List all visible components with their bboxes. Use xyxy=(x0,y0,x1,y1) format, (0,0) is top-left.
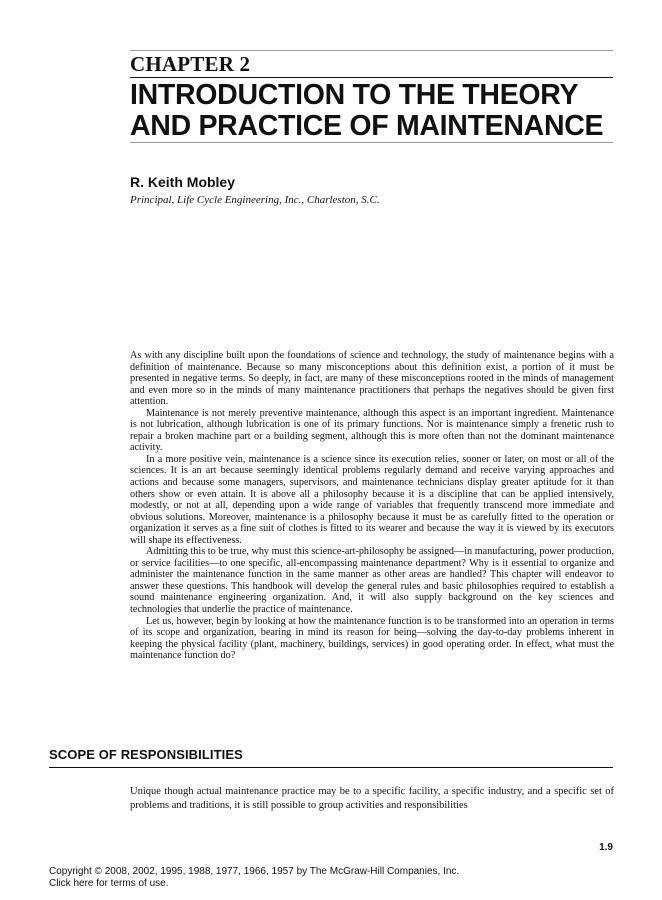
copyright-notice: Copyright © 2008, 2002, 1995, 1988, 1977, 1966, 1957 by The McGraw-Hill Companies, Inc. xyxy=(49,866,460,877)
body-paragraph-3: In a more positive vein, maintenance is a science since its execution relies, sooner or later, on most or all of the sciences. It is an art because seemingly identical problems regularly demand and receive varying approaches and actions and because some managers, supervisors, and maintenance technicians display greater aptitude for it than others show or even attain. It is above all a philosophy because it is a discipline that can be applied intensively, modestly, or not at all, depending upon a wide range of variables that frequently transcend more immediate and obvious solutions. Moreover, maintenance is a philosophy because it must be as carefully fitted to the operation or organization it serves as a fine suit of clothes is fitted to its wearer and because the way it is viewed by its executors will shape its effectiveness. xyxy=(130,453,614,546)
section-heading: SCOPE OF RESPONSIBILITIES xyxy=(49,747,243,762)
terms-of-use-link[interactable]: Click here for terms of use. xyxy=(49,878,169,889)
chapter-title xyxy=(130,80,630,142)
body-text xyxy=(130,350,614,662)
page-number: 1.9 xyxy=(599,842,613,853)
top-divider xyxy=(130,50,613,51)
chapter-title-line-1: INTRODUCTION TO THE THEORY xyxy=(130,79,579,111)
title-divider xyxy=(130,142,613,143)
author-affiliation: Principal, Life Cycle Engineering, Inc., Charleston, S.C. xyxy=(130,194,380,206)
chapter-divider xyxy=(130,77,613,78)
body-paragraph-1: As with any discipline built upon the foundations of science and technology, the study of maintenance begins with a definition of maintenance. Because so many misconceptions about this definition exist, a portion of it must be presented in negative terms. So deeply, in fact, are many of these misconceptions rooted in the minds of management and even more so in the minds of many maintenance practitioners that perhaps the negatives should be given first attention. xyxy=(130,350,614,408)
section-divider xyxy=(49,767,613,768)
chapter-title-line-2: AND PRACTICE OF MAINTENANCE xyxy=(130,110,604,142)
body-paragraph-2: Maintenance is not merely preventive maintenance, although this aspect is an important ingredient. Maintenance is not lubrication, although lubrication is one of its primary functions. Nor is maintenance simply a frenetic rush to repair a broken machine part or a building segment, although this is more often than not the dominant maintenance activity. xyxy=(130,407,614,454)
chapter-label: CHAPTER 2 xyxy=(130,52,251,76)
author-name: R. Keith Mobley xyxy=(130,174,236,190)
body-paragraph-5: Let us, however, begin by looking at how the maintenance function is to be transformed into an operation in terms of its scope and organization, bearing in mind its reason for being—solving the day-to-day problems inherent in keeping the physical facility (plant, machinery, buildings, services) in good operating order. In effect, what must the maintenance function do? xyxy=(130,615,614,662)
section-paragraph: Unique though actual maintenance practice may be to a specific facility, a specific industry, and a specific set of problems and traditions, it is still possible to group activities and responsibilities xyxy=(130,786,614,811)
body-paragraph-4: Admitting this to be true, why must this science-art-philosophy be assigned—in manufacturing, power production, or service facilities—to one specific, all-encompassing maintenance department? Why is it essential to organize and administer the maintenance function in the same manner as other areas are handled? This chapter will endeavor to answer these questions. This handbook will develop the general rules and basic philosophies required to establish a sound maintenance engineering organization. And, it will also supply background on the key sciences and technologies that underlie the practice of maintenance. xyxy=(130,546,614,616)
